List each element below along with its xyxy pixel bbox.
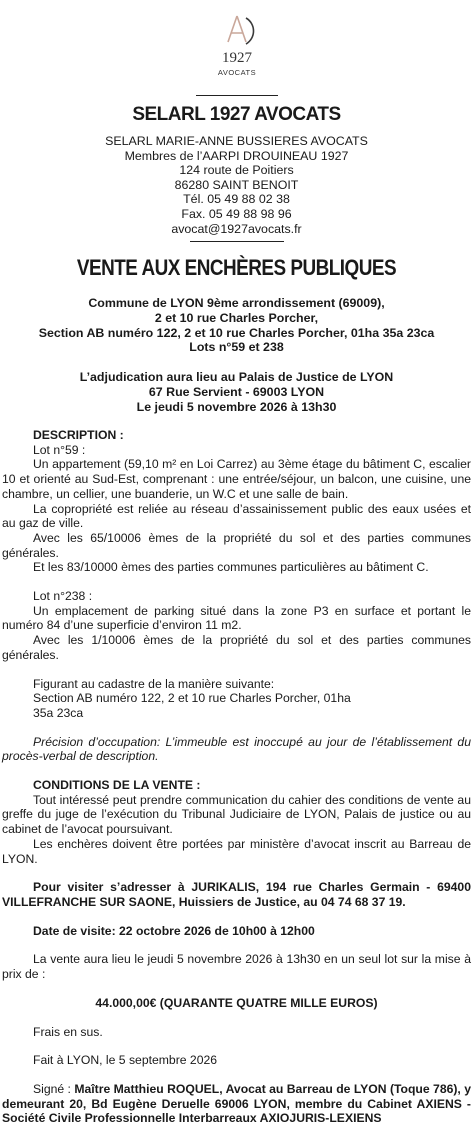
lot59-sanitation: La copropriété est reliée au réseau d’assainissement public des eaux usées et au gaz de ville. [2,501,471,531]
lot59-general-shares: Avec les 65/10006 èmes de la propriété du sol et des parties communes générales. [2,530,471,560]
logo-subtitle: AVOCATS [217,68,257,77]
sale-text: La vente aura lieu le jeudi 5 novembre 2026 à 13h30 en un seul lot sur la mise à prix de : [2,952,471,982]
divider [190,241,284,242]
signature [2,1082,471,1126]
cadastre-line: Section AB numéro 122, 2 et 10 rue Charles Porcher, 01ha [33,691,351,706]
starting-price: 44.000,00€ (QUARANTE QUATRE MILLE EUROS) [95,995,378,1010]
firm-contact [0,134,473,236]
visit-date: Date de visite: 22 octobre 2026 de 10h00 à 12h00 [33,923,315,938]
page-title: VENTE AUX ENCHÈRES PUBLIQUES [76,255,397,280]
signature-prefix: Signé : [33,1081,75,1096]
property-line: Commune de LYON 9ème arrondissement (69009), [88,296,385,310]
description-heading: DESCRIPTION : [33,428,124,442]
cadastre-label: Figurant au cadastre de la manière suivante: [33,676,275,691]
auction-line: Le jeudi 5 novembre 2026 à 13h30 [136,399,337,414]
logo-year: 1927 [222,50,252,66]
divider [196,95,278,96]
lot238-label: Lot n°238 : [33,589,93,604]
visit-contact: Pour visiter s’adresser à JURIKALIS, 194 rue Charles Germain - 69400 VILLEFRANCHE SUR SAONE, Huissiers de Justice, au 04 74 68 37 19. [2,880,471,909]
firm-logo [206,10,268,80]
contact-line: SELARL MARIE-ANNE BUSSIERES AVOCATS [105,134,368,148]
property-details [0,296,473,355]
auction-line: L’adjudication aura lieu au Palais de Justice de LYON [79,370,394,384]
contact-line: 86280 SAINT BENOIT [174,177,299,192]
contact-line: Tél. 05 49 88 02 38 [183,192,290,207]
property-line: Lots n°59 et 238 [189,340,284,355]
contact-line: Membres de l’AARPI DROUINEAU 1927 [124,148,349,163]
contact-line: avocat@1927avocats.fr [171,221,302,236]
auction-details [0,370,473,414]
cadastre-line: 35a 23ca [33,705,84,720]
property-line: 2 et 10 rue Charles Porcher, [154,310,319,325]
contact-line: 124 route de Poitiers [179,163,294,178]
signed-date: Fait à LYON, le 5 septembre 2026 [33,1053,218,1068]
conditions-bar: Les enchères doivent être portées par ministère d’avocat inscrit au Barreau de LYON. [2,836,471,866]
conditions-text: Tout intéressé peut prendre communication du cahier des conditions de vente au greffe du juge de l’exécution du Tribunal Judiciaire de LYON, Palais de justice ou au cabinet de l’avocat poursuivant. [2,792,471,837]
lot59-building-shares: Et les 83/10000 èmes des parties communes particulières au bâtiment C. [33,560,429,575]
occupation-note: Précision d’occupation: L’immeuble est inoccupé au jour de l’établissement du procès-verbal de description. [2,734,471,764]
signature-text: Maître Matthieu ROQUEL, Avocat au Barreau de LYON (Toque 786), y demeurant 20, Bd Eugène Deruelle 69006 LYON, membre du Cabinet AXIENS - Société Civile Professionnelle Interbarreaux AXIOJURIS-LEXIENS [2,1081,471,1126]
property-line: Section AB numéro 122, 2 et 10 rue Charles Porcher, 01ha 35a 23ca [38,325,435,340]
notice-body [2,428,471,1126]
conditions-heading: CONDITIONS DE LA VENTE : [33,778,201,793]
lot59-label: Lot n°59 : [33,442,86,457]
contact-line: Fax. 05 49 88 98 96 [181,206,292,221]
lot238-shares: Avec les 1/10006 èmes de la propriété du sol et des parties communes générales. [2,633,471,662]
fees-note: Frais en sus. [33,1024,103,1039]
lot238-description: Un emplacement de parking situé dans la zone P3 en surface et portant le numéro 84 d’une superficie d’environ 11 m2. [2,603,471,633]
auction-line: 67 Rue Servient - 69003 LYON [148,384,325,399]
lot59-description: Un appartement (59,10 m² en Loi Carrez) au 3ème étage du bâtiment C, escalier 10 et orienté au Sud-Est, comprenant : une entrée/séjour, un balcon, une cuisine, une chambre, un cellier, une buanderie, un W.C et une salle de bain. [2,457,471,501]
firm-name: SELARL 1927 AVOCATS [132,104,341,125]
logo-mark-icon [206,10,268,52]
